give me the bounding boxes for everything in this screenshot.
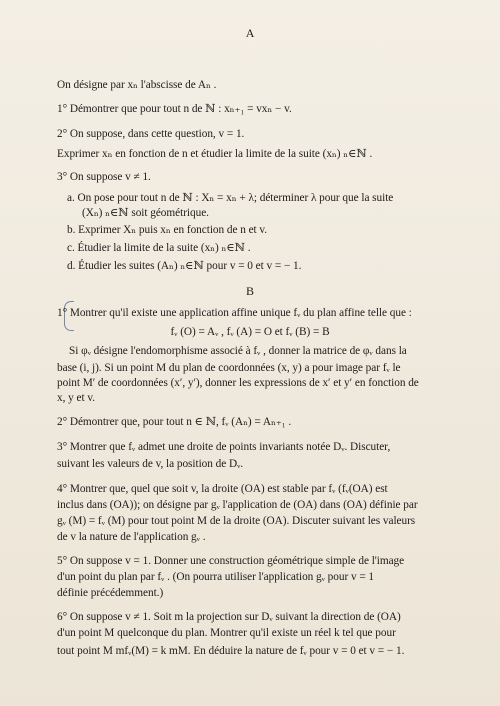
part-b-question-1: 1° Montrer qu'il existe une application affine unique fᵥ du plan affine telle que : xyxy=(57,307,412,319)
part-b-question-1-equation: fᵥ (O) = Aᵥ , fᵥ (A) = O et fᵥ (B) = B xyxy=(170,326,330,338)
part-a-question-3d: d. Étudier les suites (Aₙ) ₙ∈ℕ pour v = 0 et v = − 1. xyxy=(67,260,302,272)
part-a-question-1: 1° Démontrer que pour tout n de ℕ : xₙ₊₁ = vxₙ − v. xyxy=(57,103,292,115)
part-a-question-2: 2° On suppose, dans cette question, v = 1. xyxy=(57,128,245,140)
part-b-question-5-line-2: d'un point du plan par fᵥ . (On pourra utiliser l'application gᵥ pour v = 1 xyxy=(57,571,375,583)
part-a-question-3b: b. Exprimer Xₙ puis xₙ en fonction de n et v. xyxy=(67,224,268,236)
part-b-question-4-line-4: de v la nature de l'application gᵥ . xyxy=(57,531,206,543)
part-a-question-3a-cont: (Xₙ) ₙ∈ℕ soit géométrique. xyxy=(82,207,209,219)
part-a-question-3: 3° On suppose v ≠ 1. xyxy=(57,171,151,183)
part-b-question-3: 3° Montrer que fᵥ admet une droite de points invariants notée Dᵥ. Discuter, xyxy=(57,441,391,453)
part-b-question-1-line-4: point M′ de coordonnées (x′, y′), donner les expressions de x′ et y′ en fonction de xyxy=(57,377,419,389)
part-b-question-6-line-2: d'un point M quelconque du plan. Montrer qu'il existe un réel k tel que pour xyxy=(57,627,396,639)
part-b-question-1-line-3: base (i, j). Si un point M du plan de coordonnées (x, y) a pour image par fᵥ le xyxy=(57,362,401,374)
part-a-question-3a: a. On pose pour tout n de ℕ : Xₙ = xₙ + λ; déterminer λ pour que la suite xyxy=(67,192,394,204)
part-b-question-6-line-3: tout point M mfᵥ(M) = k mM. En déduire la nature de fᵥ pour v = 0 et v = − 1. xyxy=(57,645,405,657)
part-b-question-5: 5° On suppose v = 1. Donner une construction géométrique simple de l'image xyxy=(57,555,405,567)
part-b-question-4-line-3: gᵥ (M) = fᵥ (M) pour tout point M de la droite (OA). Discuter suivant les valeurs xyxy=(57,515,416,527)
part-b-question-4-line-2: inclus dans (OA)); on désigne par gᵥ l'application de (OA) dans (OA) définie par xyxy=(57,499,418,511)
part-b-question-3-line-2: suivant les valeurs de v, la position de Dᵥ. xyxy=(57,458,244,470)
part-b-question-2: 2° Démontrer que, pour tout n ∈ ℕ, fᵥ (Aₙ) = Aₙ₊₁ . xyxy=(57,416,292,428)
part-b-question-6: 6° On suppose v ≠ 1. Soit m la projection sur Dᵥ suivant la direction de (OA) xyxy=(57,611,401,623)
part-b-question-1-line-5: x, y et v. xyxy=(57,392,95,404)
part-a-question-3c: c. Étudier la limite de la suite (xₙ) ₙ∈ℕ . xyxy=(67,242,251,254)
part-a-intro: On désigne par xₙ l'abscisse de Aₙ . xyxy=(57,79,217,91)
part-b-question-5-line-3: définie précédemment.) xyxy=(57,587,164,599)
part-b-heading: B xyxy=(246,284,254,298)
part-a-heading: A xyxy=(245,26,255,40)
part-a-question-2-text: Exprimer xₙ en fonction de n et étudier la limite de la suite (xₙ) ₙ∈ℕ . xyxy=(57,148,373,160)
part-b-question-4: 4° Montrer que, quel que soit v, la droite (OA) est stable par fᵥ (fᵥ(OA) est xyxy=(57,483,388,495)
part-b-question-1-line-2: Si φᵥ désigne l'endomorphisme associé à fᵥ , donner la matrice de φᵥ dans la xyxy=(69,345,407,357)
